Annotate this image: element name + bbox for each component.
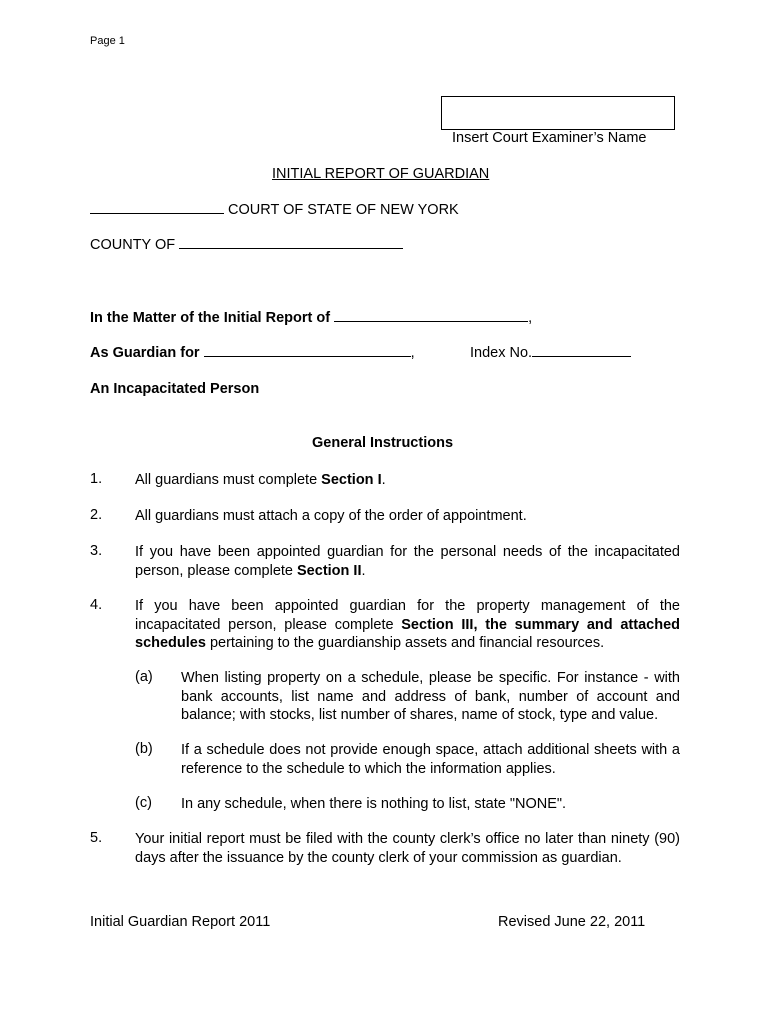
court-examiner-caption: Insert Court Examiner’s Name — [452, 130, 647, 146]
trailing-comma: , — [528, 310, 533, 326]
item-number: 3. — [90, 543, 103, 559]
item-number: 2. — [90, 507, 103, 523]
item-text: If you have been appointed guardian for the personal needs of the incapacitated person, please complete — [135, 544, 680, 579]
item-text: All guardians must complete — [135, 472, 322, 488]
item-bold-text: Section I — [321, 472, 382, 488]
item-text-end: pertaining to the guardianship assets and financial resources. — [205, 635, 605, 651]
instruction-item-1 — [135, 471, 680, 490]
item-number: 5. — [90, 830, 103, 846]
county-label: COUNTY OF — [90, 237, 176, 253]
initial-report-label: In the Matter of the Initial Report of — [90, 310, 331, 326]
index-number-line — [470, 345, 631, 361]
footer-right: Revised June 22, 2011 — [498, 914, 646, 930]
page-number: Page 1 — [90, 35, 125, 47]
county-blank[interactable] — [179, 247, 403, 249]
document-title: INITIAL REPORT OF GUARDIAN — [272, 166, 490, 182]
item-text-end: . — [381, 472, 386, 488]
matter-line — [90, 310, 532, 326]
instruction-item-3 — [135, 543, 680, 580]
guardian-for-label: As Guardian for — [90, 345, 200, 361]
subitem-a: When listing property on a schedule, please be specific. For instance - with bank accounts, list name and address of bank, number of account and balance; with stocks, list number of shares, name of stock, type and value. — [181, 670, 680, 723]
guardian-for-blank[interactable] — [204, 355, 411, 357]
instruction-item-5: Your initial report must be filed with the county clerk’s office no later than ninety (90) days after the issuance by the county clerk of your commission as guardian. — [135, 831, 680, 866]
trailing-comma-2: , — [410, 345, 415, 361]
item-bold-text: Section II — [297, 562, 362, 579]
county-line — [90, 237, 403, 253]
footer-left: Initial Guardian Report 2011 — [90, 914, 271, 930]
subitem-label: (a) — [135, 669, 153, 685]
court-suffix: COURT OF STATE OF NEW YORK — [228, 202, 459, 218]
subitem-c: In any schedule, when there is nothing to list, state "NONE". — [181, 796, 567, 812]
item-number: 4. — [90, 597, 103, 613]
guardian-for-line — [90, 345, 415, 361]
subitem-b: If a schedule does not provide enough space, attach additional sheets with a reference to the schedule to which the information applies. — [181, 742, 680, 777]
item-number: 1. — [90, 471, 103, 487]
subitem-label: (c) — [135, 795, 152, 811]
initial-report-blank[interactable] — [334, 320, 528, 322]
item-text: If you have been appointed guardian for the property management of the incapacitated person, please complete — [135, 598, 680, 633]
item-bold-text: Section III, the summary and attached schedules — [135, 616, 680, 651]
subitem-label: (b) — [135, 741, 153, 757]
item-text-end: . — [361, 562, 366, 579]
instruction-item-2: All guardians must attach a copy of the order of appointment. — [135, 508, 527, 524]
index-label: Index No. — [470, 345, 533, 361]
index-number-blank[interactable] — [532, 355, 631, 357]
instructions-heading: General Instructions — [312, 435, 454, 451]
incapacitated-person-label: An Incapacitated Person — [90, 381, 260, 397]
instruction-item-4 — [135, 597, 680, 653]
court-line — [90, 202, 459, 218]
court-name-blank[interactable] — [90, 212, 224, 214]
court-examiner-name-field[interactable] — [441, 96, 675, 130]
